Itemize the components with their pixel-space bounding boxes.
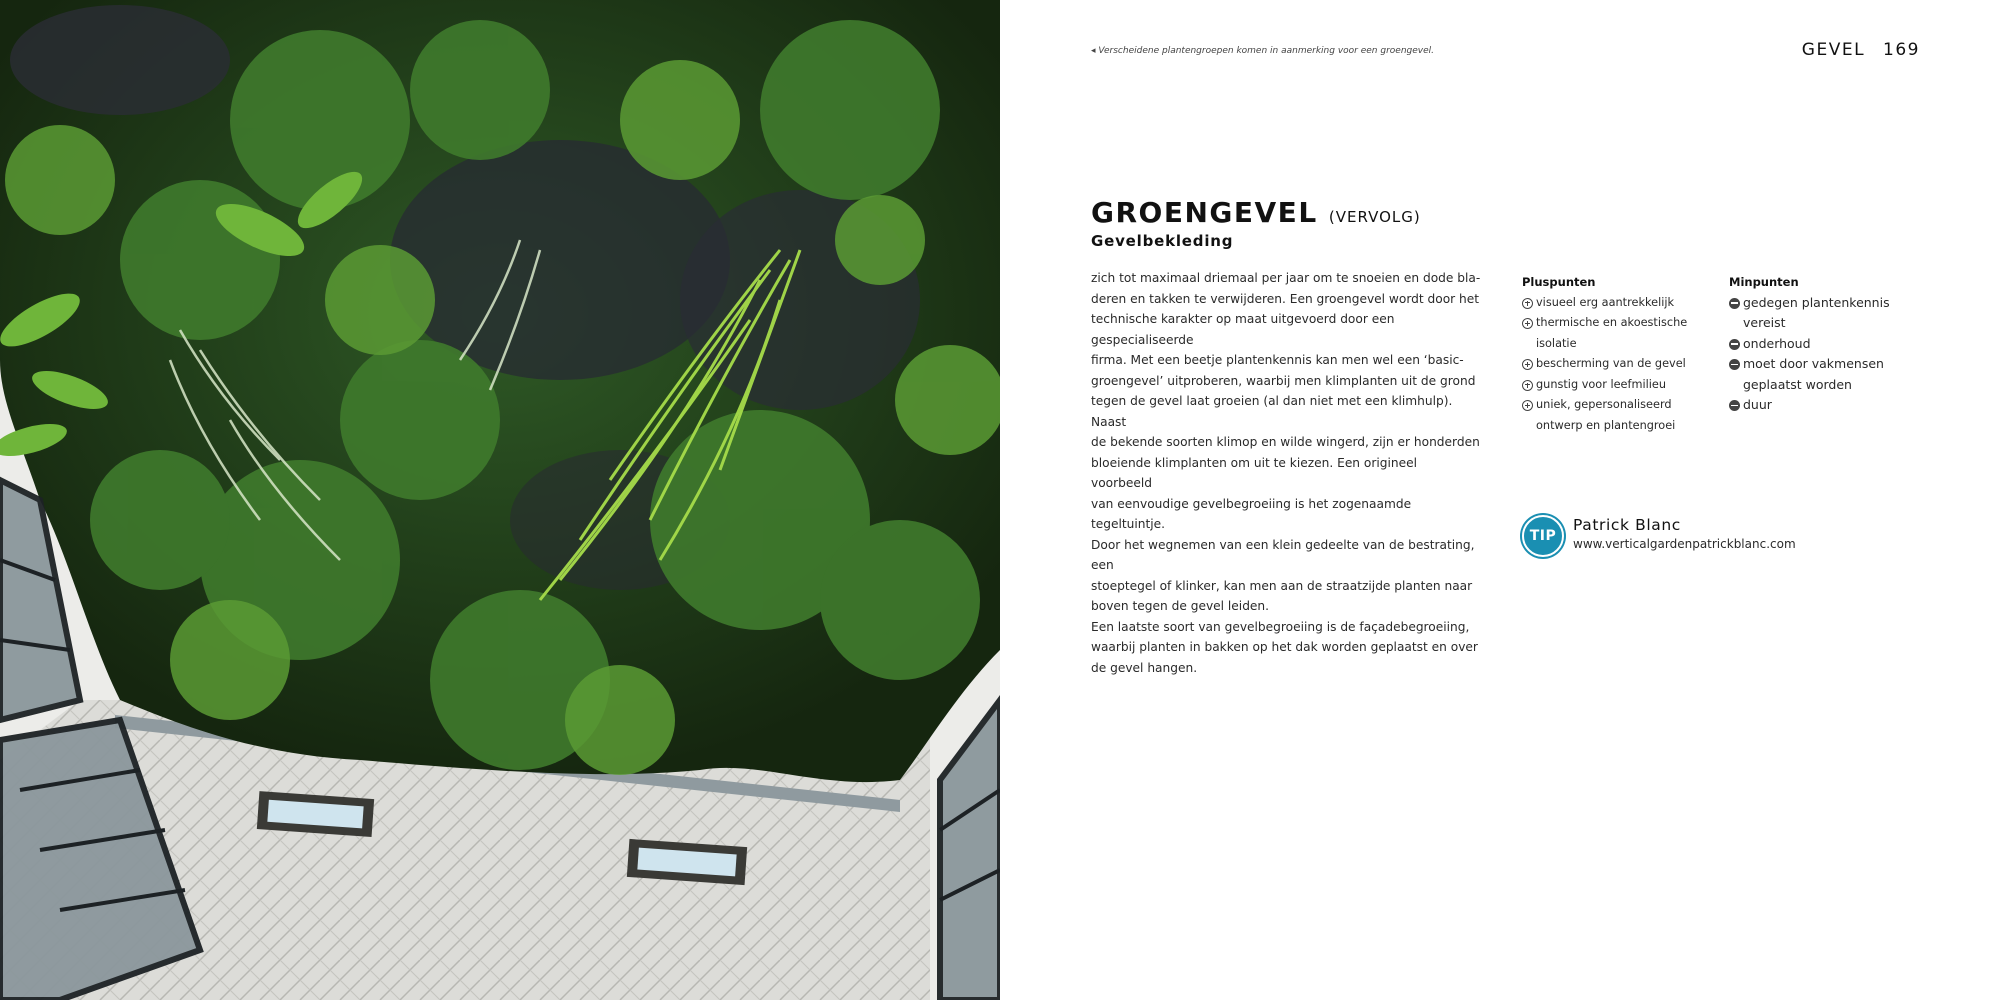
running-head	[1780, 38, 1920, 62]
list-item	[1522, 313, 1722, 354]
page-subtitle: Gevelbekleding	[1091, 232, 1234, 250]
title-main: GROENGEVEL	[1091, 196, 1318, 229]
list-item	[1729, 293, 1919, 334]
photo-caption: ◂ Verscheidene plantengroepen komen in aanmerking voor een groengevel.	[1091, 46, 1435, 56]
tip-url-link[interactable]: www.verticalgardenpatrickblanc.com	[1573, 537, 1796, 551]
list-item-text: gedegen plantenkennis	[1743, 294, 1890, 310]
plus-circle-icon	[1522, 359, 1533, 370]
page-number: 169	[1883, 40, 1920, 60]
text-line: deren en takken te verwijderen. Een groengevel wordt door het	[1091, 291, 1480, 306]
list-item	[1522, 375, 1722, 396]
text-line: Een laatste soort van gevelbegroeiing is de façadebegroeiing,	[1091, 619, 1470, 634]
list-item-text: gunstig voor leefmilieu	[1536, 377, 1666, 391]
text-line: groengevel’ uitproberen, waarbij men klimplanten uit de grond	[1091, 373, 1476, 388]
plus-circle-icon	[1522, 400, 1533, 411]
minus-circle-icon	[1729, 339, 1740, 350]
minus-circle-icon	[1729, 359, 1740, 370]
tip-badge: TIP	[1522, 515, 1564, 557]
minus-circle-icon	[1729, 298, 1740, 309]
list-item	[1729, 395, 1919, 416]
text-line: zich tot maximaal driemaal per jaar om te snoeien en dode bla-	[1091, 271, 1481, 285]
page-title	[1091, 196, 1691, 229]
list-item-text: duur	[1743, 397, 1772, 412]
minpunten-heading: Minpunten	[1729, 275, 1799, 289]
pluspunten-heading: Pluspunten	[1522, 275, 1596, 289]
text-line: stoeptegel of klinker, kan men aan de straatzijde planten naar	[1091, 578, 1473, 593]
list-item-text: thermische en akoestische	[1536, 316, 1688, 329]
list-item-text: isolatie	[1536, 336, 1577, 350]
body-text	[1091, 268, 1481, 678]
list-item	[1522, 395, 1722, 436]
text-line: firma. Met een beetje plantenkennis kan men wel een ‘basic-	[1091, 353, 1464, 367]
text-line: technische karakter op maat uitgevoerd door een gespecialiseerde	[1091, 312, 1395, 347]
list-item-text: bescherming van de gevel	[1536, 357, 1686, 370]
section-name: GEVEL	[1801, 40, 1866, 60]
text-line: Door het wegnemen van een klein gedeelte van de bestrating, een	[1091, 537, 1475, 572]
list-item-text: uniek, gepersonaliseerd	[1536, 398, 1672, 411]
title-block	[1091, 196, 1691, 250]
pluspunten-list	[1522, 272, 1722, 436]
list-item-text: geplaatst worden	[1743, 376, 1852, 392]
text-line: van eenvoudige gevelbegroeiing is het zogenaamde tegeltuintje.	[1091, 496, 1412, 531]
list-item-text: moet door vakmensen	[1743, 356, 1884, 371]
minpunten-list	[1729, 272, 1919, 416]
list-item-text: visueel erg aantrekkelijk	[1536, 295, 1675, 309]
text-line: tegen de gevel laat groeien (al dan niet met een klimhulp). Naast	[1091, 394, 1453, 429]
tip-box	[1522, 515, 1842, 559]
plus-circle-icon	[1522, 298, 1533, 309]
text-line: de gevel hangen.	[1091, 660, 1198, 675]
list-item	[1522, 354, 1722, 375]
list-item-text: vereist	[1743, 315, 1786, 330]
tip-name: Patrick Blanc	[1573, 516, 1681, 534]
list-item-text: onderhoud	[1743, 335, 1811, 351]
list-item-text: ontwerp en plantengroei	[1536, 418, 1676, 432]
text-line: bloeiende klimplanten om uit te kiezen. Een origineel voorbeeld	[1091, 455, 1417, 490]
plus-circle-icon	[1522, 380, 1533, 391]
title-suffix: (VERVOLG)	[1328, 208, 1421, 226]
minus-circle-icon	[1729, 400, 1740, 411]
paragraph-1	[1091, 268, 1481, 617]
list-item	[1729, 354, 1919, 395]
plus-circle-icon	[1522, 318, 1533, 329]
paragraph-2	[1091, 617, 1481, 679]
text-line: boven tegen de gevel leiden.	[1091, 599, 1270, 613]
list-item	[1729, 334, 1919, 355]
text-line: waarbij planten in bakken op het dak worden geplaatst en over	[1091, 640, 1478, 654]
list-item	[1522, 293, 1722, 314]
text-line: de bekende soorten klimop en wilde wingerd, zijn er honderden	[1091, 435, 1480, 449]
